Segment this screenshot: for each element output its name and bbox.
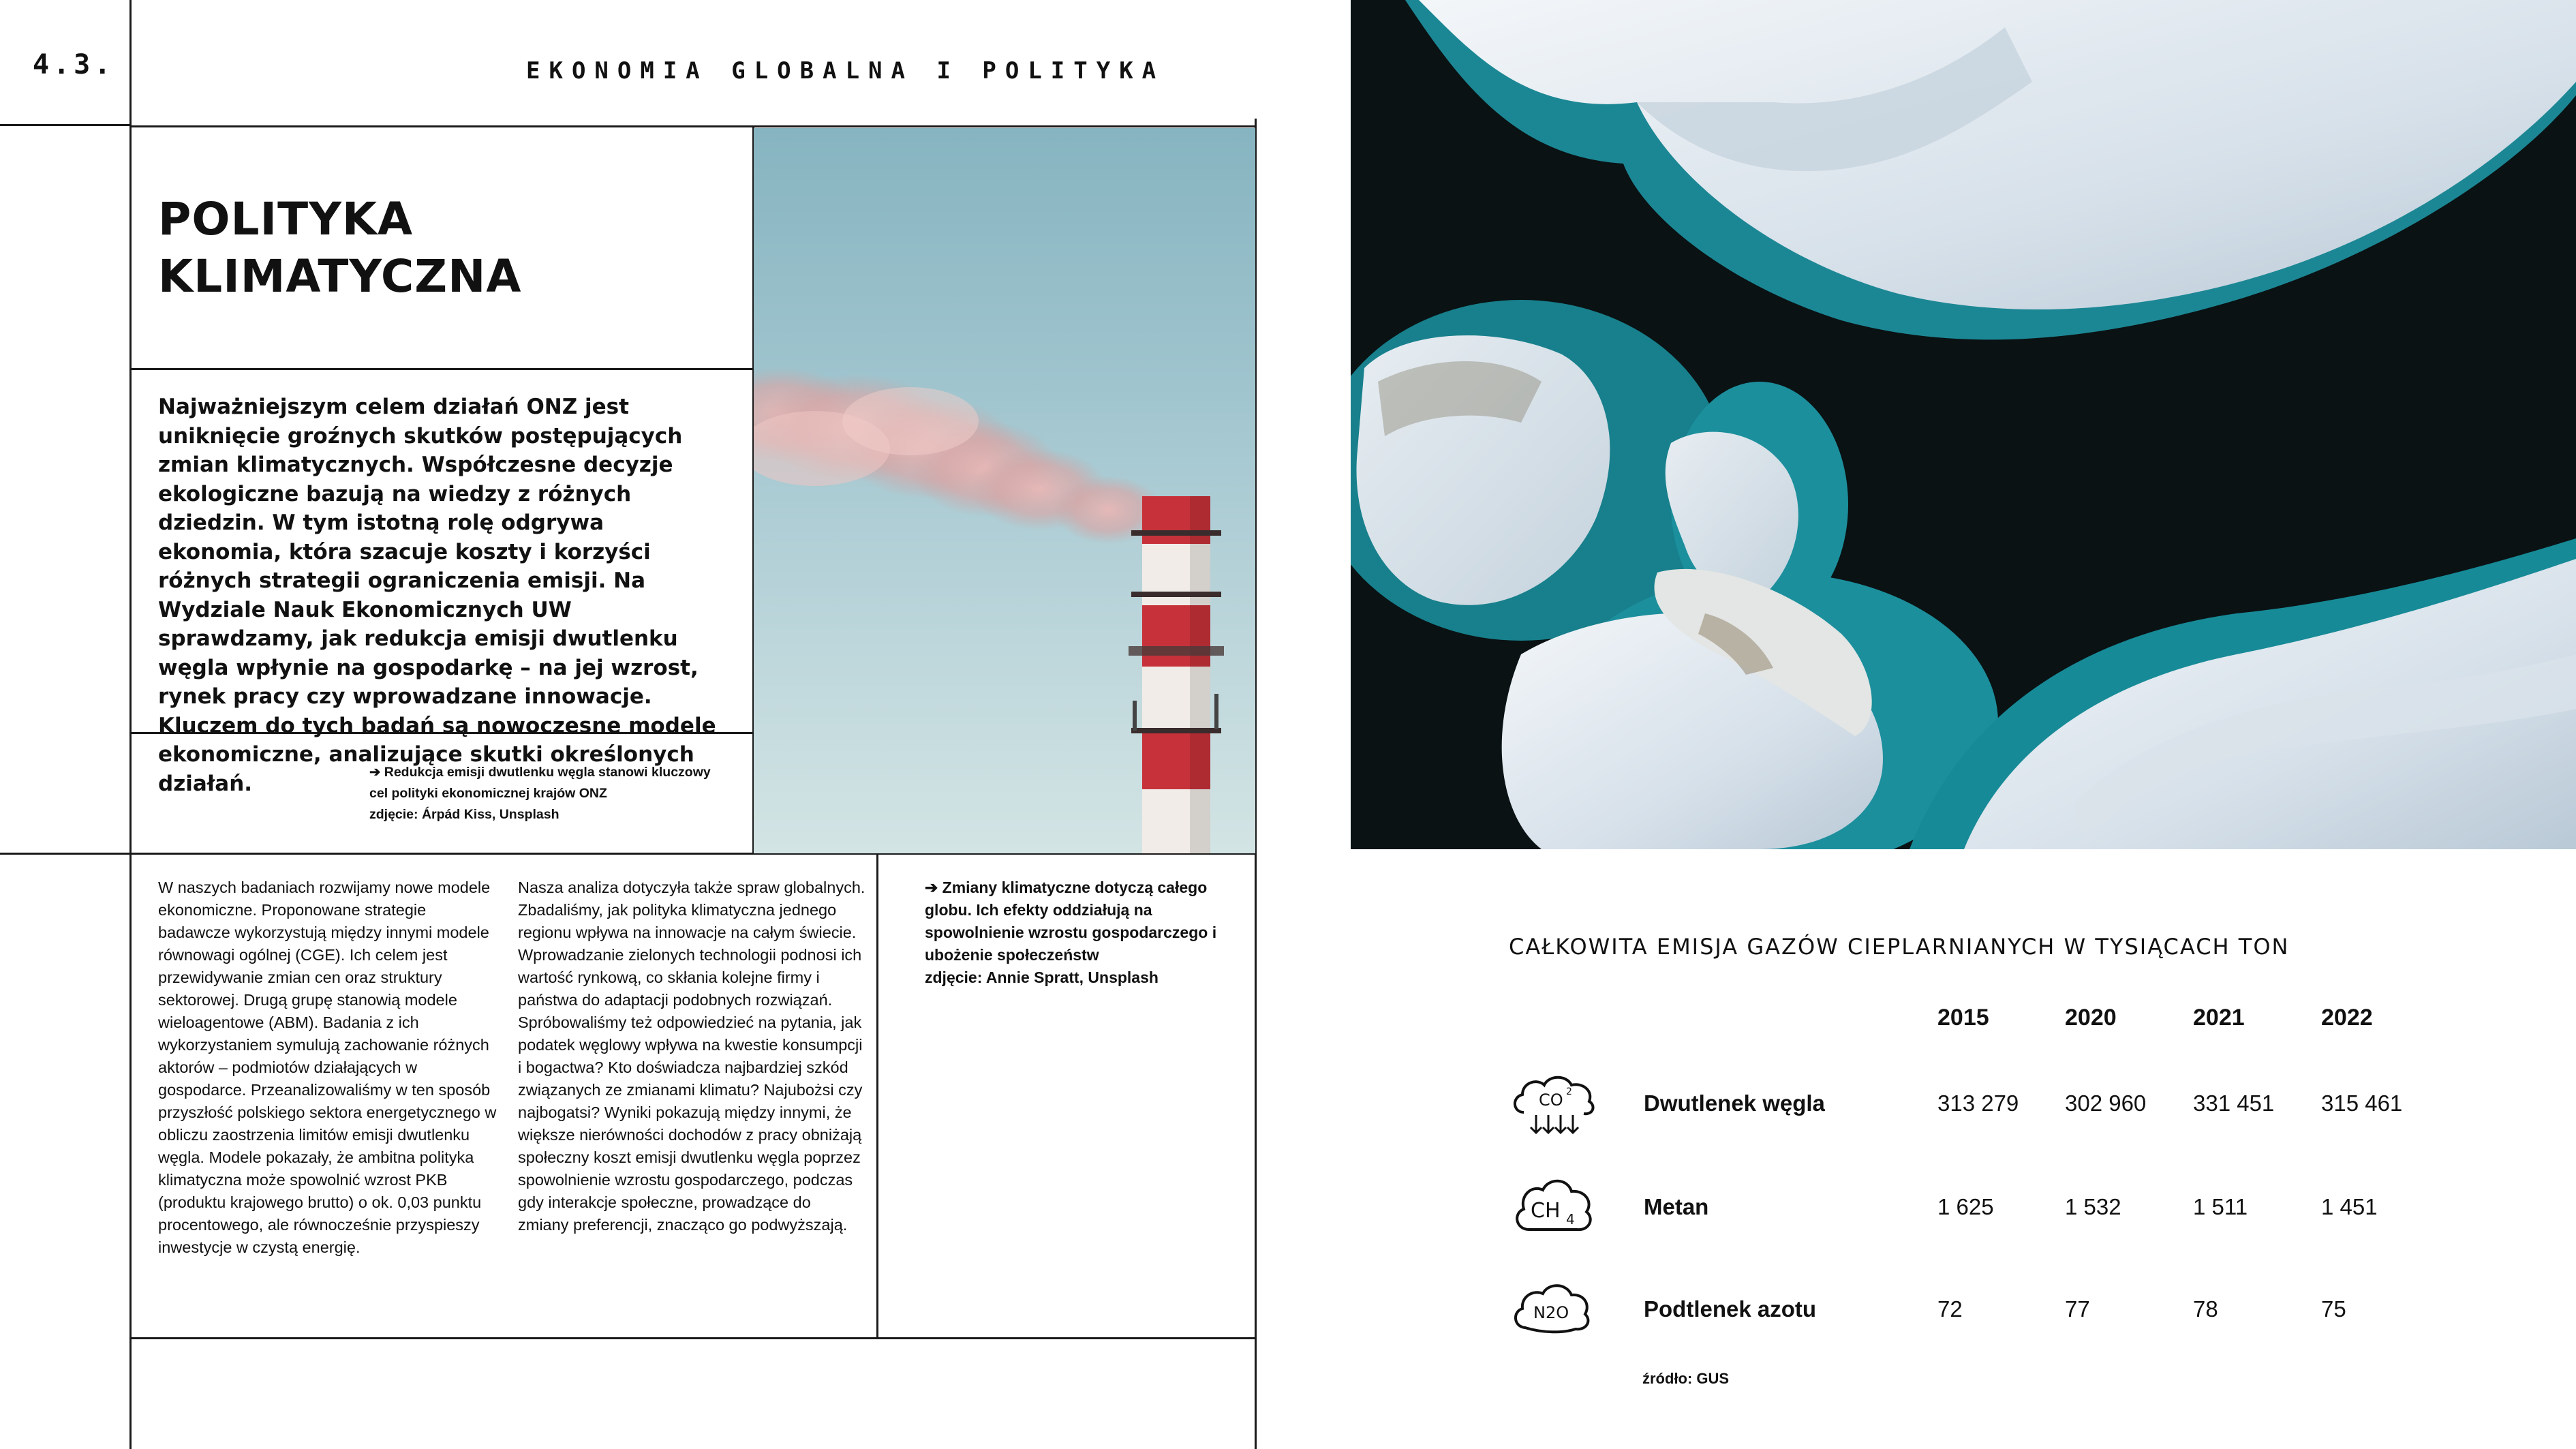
- body-column-1: W naszych badaniach rozwijamy nowe modele ekonomiczne. Proponowane strategie badawcze wykorzystują między innymi modele równowagi ogólnej (CGE). Ich celem jest przewidywanie zmian cen oraz struktury sektorowej. Drugą grupę stanowią modele wieloagentowe (ABM). Badania z ich wykorzystaniem symulują zachowanie różnych aktorów – podmiotów działających w gospodarce. Przeanalizowaliśmy w ten sposób przyszłość polskiego sektora energetycznego w obliczu zaostrzenia limitów emisji dwutlenku węgla. Modele pokazały, że ambitna polityka klimatyczna może spowolnić wzrost PKB (produktu krajowego brutto) o ok. 0,03 punktu procentowego, ale równocześnie przyspieszy inwestycje w czystą energię.: [158, 879, 497, 1256]
- caption-text: ➔ Redukcja emisji dwutlenku węgla stanowi kluczowy cel polityki ekonomicznej krajów ONZ: [369, 765, 711, 801]
- value-n2o-2022: 75: [2321, 1296, 2346, 1322]
- year-header-2015: 2015: [1937, 1005, 1989, 1031]
- rule-header-vertical: [129, 0, 132, 1449]
- ice-photo-caption: [925, 876, 1245, 989]
- year-header-2022: 2022: [2321, 1005, 2373, 1031]
- year-header-2020: 2020: [2065, 1005, 2117, 1031]
- value-n2o-2020: 77: [2065, 1296, 2090, 1322]
- value-n2o-2015: 72: [1937, 1296, 1963, 1322]
- year-header-2021: 2021: [2193, 1005, 2245, 1031]
- value-ch4-2021: 1 511: [2193, 1194, 2248, 1219]
- chimney-illustration: [754, 128, 1255, 853]
- value-co2-2020: 302 960: [2065, 1090, 2147, 1116]
- body-column-2: Nasza analiza dotyczyła także spraw globalnych. Zbadaliśmy, jak polityka klimatyczna jednego regionu wpływa na innowacje na całym świecie. Wprowadzanie zielonych technologii podnosi ich wartość rynkową, co skłania kolejne firmy i państwa do adaptacji podobnych rozwiązań. Spróbowaliśmy też odpowiedzieć na pytania, jak podatek węglowy wpływa na kwestie konsumpcji i bogactwa? Kto doświadcza najbardziej szkód związanych ze zmianami klimatu? Najubożsi czy najbogatsi? Wyniki pokazują między innymi, że większe nierówności dochodów z pracy obniżają społeczny koszt emisji dwutlenku węgla poprzez spowolnienie wzrostu gospodarczego, podczas gdy interakcje społeczne, prowadzące do zmiany preferencji, znacząco go podwyższają.: [518, 879, 865, 1234]
- rule-caption-column: [876, 853, 878, 1339]
- ch4-subscript: 4: [1566, 1211, 1575, 1227]
- value-ch4-2015: 1 625: [1937, 1194, 1994, 1219]
- rule-body-bottom: [129, 1337, 1257, 1339]
- rule-header-right: [129, 125, 1257, 127]
- gas-name-ch4: Metan: [1644, 1194, 1709, 1219]
- table-source: źródło: GUS: [1642, 1370, 1730, 1387]
- photo-credit: zdjęcie: Árpád Kiss, Unsplash: [369, 807, 559, 822]
- co2-label: CO: [1539, 1090, 1563, 1110]
- emissions-table-title: CAŁKOWITA EMISJA GAZÓW CIEPLARNIANYCH W TYSIĄCACH TON: [1509, 934, 2290, 960]
- ch4-label: CH: [1531, 1199, 1561, 1223]
- iceberg-illustration: [1351, 0, 2576, 849]
- value-co2-2021: 331 451: [2193, 1090, 2275, 1116]
- page-title-line-2: KLIMATYCZNA: [158, 250, 522, 303]
- ch4-cloud-icon: [1509, 1171, 1597, 1239]
- gas-name-co2: Dwutlenek węgla: [1644, 1090, 1825, 1116]
- photo-credit: zdjęcie: Annie Spratt, Unsplash: [925, 968, 1159, 986]
- co2-cloud-icon: [1509, 1070, 1597, 1138]
- n2o-cloud-icon: [1509, 1272, 1597, 1340]
- value-co2-2015: 313 279: [1937, 1090, 2019, 1116]
- rule-header-left: [0, 124, 129, 126]
- section-number: 4.3.: [33, 49, 115, 80]
- rule-heading-bottom: [129, 368, 754, 370]
- value-co2-2022: 315 461: [2321, 1090, 2403, 1116]
- value-ch4-2020: 1 532: [2065, 1194, 2121, 1219]
- iceberg-aerial-photo: [1351, 0, 2576, 849]
- gas-name-n2o: Podtlenek azotu: [1644, 1296, 1817, 1322]
- section-title: EKONOMIA GLOBALNA I POLITYKA: [526, 57, 1165, 85]
- chimney-photo-caption: [369, 762, 724, 825]
- co2-subscript: 2: [1566, 1086, 1572, 1097]
- page-title: [158, 191, 731, 305]
- lead-paragraph: Najważniejszym celem działań ONZ jest uniknięcie groźnych skutków postępujących zmian klimatycznych. Współczesne decyzje ekologiczne bazują na wiedzy z różnych dziedzin. W tym istotną rolę odgrywa ekonomia, która szacuje koszty i korzyści różnych strategii ograniczenia emisji. Na Wydziale Nauk Ekonomicznych UW sprawdzamy, jak redukcja emisji dwutlenku węgla wpłynie na gospodarkę – na jej wzrost, rynek pracy czy wprowadzane innowacje. Kluczem do tych badań są nowoczesne modele ekonomiczne, analizujące skutki określonych działań.: [158, 395, 716, 796]
- n2o-label: N2O: [1533, 1303, 1569, 1322]
- value-ch4-2022: 1 451: [2321, 1194, 2378, 1219]
- page-title-line-1: POLITYKA: [158, 193, 414, 245]
- value-n2o-2021: 78: [2193, 1296, 2218, 1322]
- caption-text: ➔ Zmiany klimatyczne dotyczą całego globu. Ich efekty oddziałują na spowolnienie wzrostu gospodarczego i ubożenie społeczeństw: [925, 879, 1217, 964]
- chimney-photo: [754, 128, 1255, 853]
